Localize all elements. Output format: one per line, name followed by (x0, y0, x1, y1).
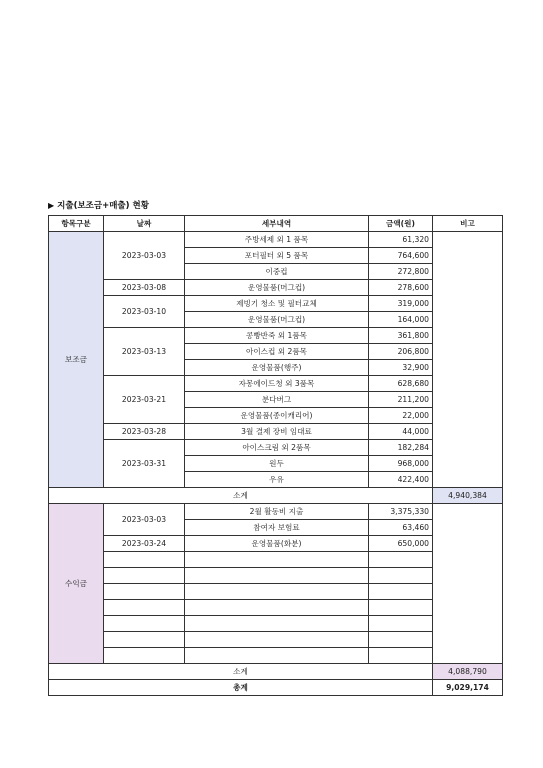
amount-cell: 272,800 (369, 264, 433, 280)
detail-cell: 운영물품(행주) (185, 360, 369, 376)
amount-cell: 32,900 (369, 360, 433, 376)
subtotal-label: 소계 (49, 488, 433, 504)
amount-cell: 361,800 (369, 328, 433, 344)
note-cell-subsidy (433, 232, 503, 488)
date-cell: 2023-03-24 (104, 536, 185, 552)
amount-cell: 319,000 (369, 296, 433, 312)
header-date: 날짜 (104, 216, 185, 232)
detail-cell: 분다버그 (185, 392, 369, 408)
detail-cell: 참여자 보험료 (185, 520, 369, 536)
amount-cell: 206,800 (369, 344, 433, 360)
date-cell: 2023-03-08 (104, 280, 185, 296)
subtotal-value: 4,940,384 (433, 488, 503, 504)
date-cell: 2023-03-21 (104, 376, 185, 424)
table-row (49, 232, 503, 248)
date-cell: 2023-03-03 (104, 504, 185, 536)
header-detail: 세부내역 (185, 216, 369, 232)
amount-cell: 22,000 (369, 408, 433, 424)
amount-cell: 278,600 (369, 280, 433, 296)
date-cell: 2023-03-10 (104, 296, 185, 328)
amount-cell: 164,000 (369, 312, 433, 328)
section-title: ▶ 지출(보조금+매출) 현황 (48, 201, 149, 211)
detail-cell: 이중컵 (185, 264, 369, 280)
detail-cell: 자몽에이드청 외 3품목 (185, 376, 369, 392)
detail-cell: 3월 결제 장비 임대료 (185, 424, 369, 440)
date-cell: 2023-03-31 (104, 440, 185, 488)
detail-cell: 운영물품(종이캐리어) (185, 408, 369, 424)
amount-cell: 211,200 (369, 392, 433, 408)
header-category: 항목구분 (49, 216, 104, 232)
amount-cell: 61,320 (369, 232, 433, 248)
header-note: 비고 (433, 216, 503, 232)
date-cell: 2023-03-13 (104, 328, 185, 376)
category-subsidy: 보조금 (49, 232, 104, 488)
header-amount: 금액(원) (369, 216, 433, 232)
category-revenue: 수익금 (49, 504, 104, 664)
amount-cell: 764,600 (369, 248, 433, 264)
amount-cell: 650,000 (369, 536, 433, 552)
detail-cell: 2월 활동비 지출 (185, 504, 369, 520)
total-label: 총계 (49, 680, 433, 696)
detail-cell: 아이스컵 외 2품목 (185, 344, 369, 360)
detail-cell: 콩빵반죽 외 1품목 (185, 328, 369, 344)
amount-cell: 63,460 (369, 520, 433, 536)
triangle-bullet-icon: ▶ (48, 201, 55, 210)
amount-cell: 968,000 (369, 456, 433, 472)
subtotal-row-subsidy (49, 488, 503, 504)
detail-cell: 운영물품(화분) (185, 536, 369, 552)
detail-cell: 제빙기 청소 및 필터교체 (185, 296, 369, 312)
header-row (49, 216, 503, 232)
date-cell: 2023-03-28 (104, 424, 185, 440)
amount-cell: 44,000 (369, 424, 433, 440)
total-value: 9,029,174 (433, 680, 503, 696)
detail-cell: 원두 (185, 456, 369, 472)
table-row (49, 504, 503, 520)
total-row (49, 680, 503, 696)
date-cell: 2023-03-03 (104, 232, 185, 280)
detail-cell: 주방세제 외 1 품목 (185, 232, 369, 248)
subtotal-row-revenue (49, 664, 503, 680)
expense-table (48, 215, 503, 696)
subtotal-label: 소계 (49, 664, 433, 680)
detail-cell: 운영물품(머그컵) (185, 280, 369, 296)
detail-cell: 운영물품(머그컵) (185, 312, 369, 328)
amount-cell: 628,680 (369, 376, 433, 392)
note-cell-revenue (433, 504, 503, 664)
amount-cell: 422,400 (369, 472, 433, 488)
detail-cell: 포터필터 외 5 품목 (185, 248, 369, 264)
detail-cell: 우유 (185, 472, 369, 488)
amount-cell: 3,375,330 (369, 504, 433, 520)
subtotal-value: 4,088,790 (433, 664, 503, 680)
amount-cell: 182,284 (369, 440, 433, 456)
detail-cell: 아이스크림 외 2품목 (185, 440, 369, 456)
